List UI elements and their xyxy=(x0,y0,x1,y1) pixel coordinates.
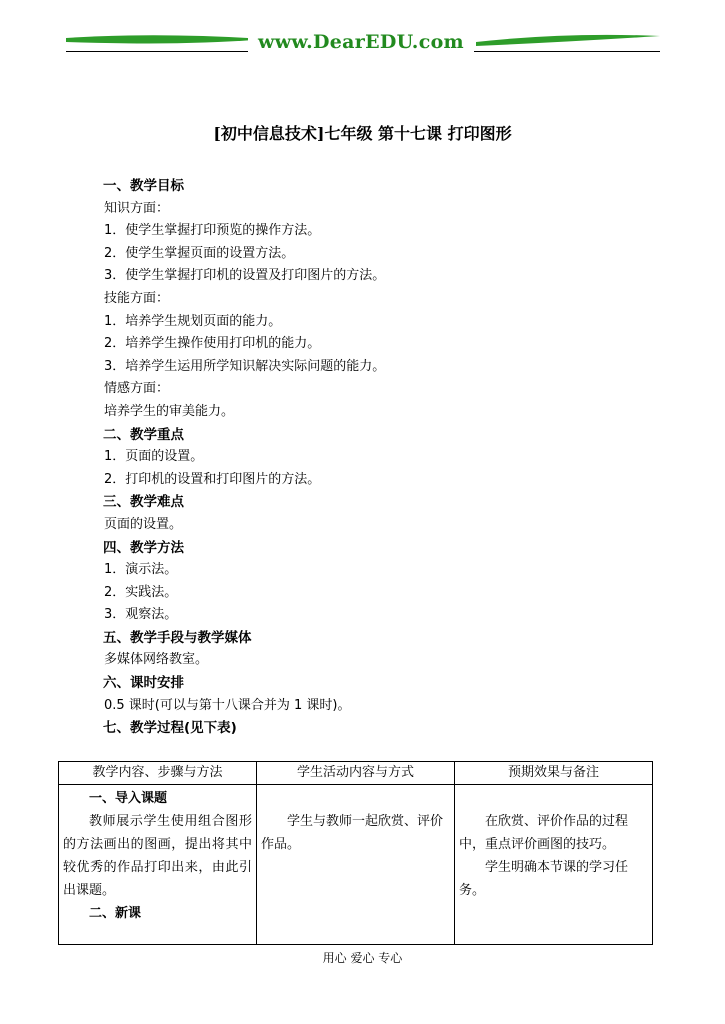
section-heading: 四、教学方法 xyxy=(103,539,184,556)
section-heading: 二、教学重点 xyxy=(103,426,184,443)
table-header-row xyxy=(59,762,653,785)
body-line: 2．实践法。 xyxy=(104,584,178,600)
column-header: 学生活动内容与方式 xyxy=(257,762,455,785)
body-line: 3．使学生掌握打印机的设置及打印图片的方法。 xyxy=(104,268,386,284)
body-line: 2．使学生掌握页面的设置方法。 xyxy=(104,245,295,261)
body-line: 1．演示法。 xyxy=(104,562,178,578)
cell-paragraph: 教师展示学生使用组合图形的方法画出的图画，提出将其中较优秀的作品打印出来，由此引出课题。 xyxy=(63,814,252,898)
section-heading: 一、教学目标 xyxy=(103,178,184,194)
body-line: 技能方面： xyxy=(104,290,170,306)
swoosh-right xyxy=(476,35,660,46)
cell-subheading: 一、导入课题 xyxy=(89,791,168,806)
site-logo: www.DearEDU.com xyxy=(248,31,474,53)
body-line: 知识方面： xyxy=(104,200,170,216)
body-line: 1．使学生掌握打印预览的操作方法。 xyxy=(104,223,321,239)
lesson-body xyxy=(104,175,664,740)
cell-subheading: 二、新课 xyxy=(89,906,142,921)
table-row xyxy=(59,785,653,945)
column-header: 教学内容、步骤与方法 xyxy=(59,762,257,785)
cell-paragraph: 学生明确本节课的学习任务。 xyxy=(459,860,629,898)
body-line: 培养学生的审美能力。 xyxy=(104,403,235,419)
body-line: 3．观察法。 xyxy=(104,607,178,623)
body-line: 1．培养学生规划页面的能力。 xyxy=(104,313,282,329)
body-line: 1．页面的设置。 xyxy=(104,449,204,465)
body-line: 情感方面： xyxy=(104,381,170,397)
body-line: 多媒体网络教室。 xyxy=(104,652,209,668)
cell-paragraph: 学生与教师一起欣赏、评价作品。 xyxy=(261,814,444,852)
table-cell-activity xyxy=(257,785,455,945)
body-line: 3．培养学生运用所学知识解决实际问题的能力。 xyxy=(104,358,386,374)
section-heading: 七、教学过程(见下表) xyxy=(103,720,237,737)
teaching-process-table xyxy=(58,761,653,945)
section-heading: 三、教学难点 xyxy=(103,494,184,511)
body-line: 2．打印机的设置和打印图片的方法。 xyxy=(104,471,321,487)
swoosh-left xyxy=(66,35,266,43)
table-cell-notes xyxy=(455,785,653,945)
body-line: 0.5 课时(可以与第十八课合并为 1 课时)。 xyxy=(104,697,351,713)
page-footer: 用心 爱心 专心 xyxy=(322,951,403,965)
body-line: 页面的设置。 xyxy=(104,516,183,532)
section-heading: 六、课时安排 xyxy=(103,675,184,692)
table-cell-content xyxy=(59,785,257,945)
body-line: 2．培养学生操作使用打印机的能力。 xyxy=(104,336,321,352)
column-header: 预期效果与备注 xyxy=(455,762,653,785)
cell-paragraph: 在欣赏、评价作品的过程中，重点评价画图的技巧。 xyxy=(459,814,629,852)
page-title: [初中信息技术]七年级 第十七课 打印图形 xyxy=(213,124,512,143)
section-heading: 五、教学手段与教学媒体 xyxy=(103,629,252,646)
